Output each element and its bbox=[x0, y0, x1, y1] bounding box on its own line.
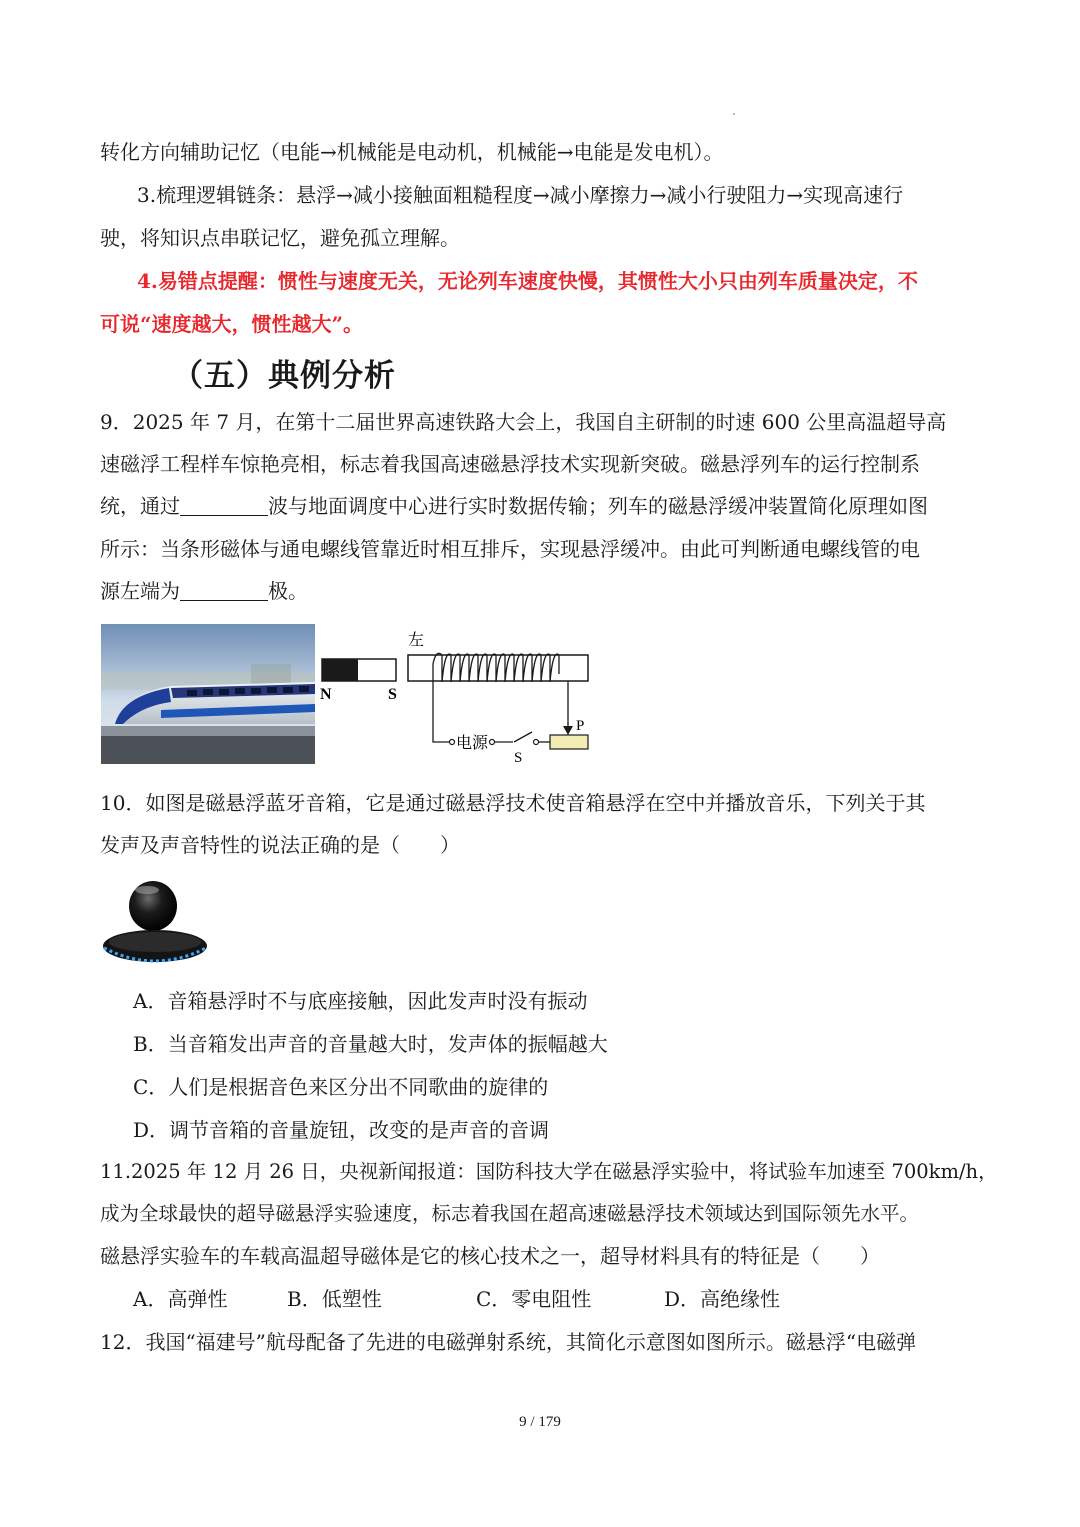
magnet-s-label: S bbox=[388, 686, 397, 703]
option-c[interactable]: C．人们是根据音色来区分出不同歌曲的旋律的 bbox=[133, 1075, 549, 1099]
warning-line: 可说“速度越大，惯性越大”。 bbox=[100, 312, 364, 336]
wire bbox=[433, 682, 450, 742]
terminal bbox=[490, 740, 495, 745]
option-d[interactable]: D．高绝缘性 bbox=[664, 1287, 781, 1311]
option-b[interactable]: B．低塑性 bbox=[287, 1287, 382, 1311]
option-a[interactable]: A．音箱悬浮时不与底座接触，因此发声时没有振动 bbox=[133, 989, 588, 1013]
rheostat bbox=[550, 735, 588, 749]
q11-line: 成为全球最快的超导磁悬浮实验速度，标志着我国在超高速磁悬浮技术领域达到国际领先水平。 bbox=[100, 1202, 920, 1225]
solenoid-circuit-diagram bbox=[318, 624, 598, 766]
warning-line: 4.易错点提醒：惯性与速度无关，无论列车速度快慢，其惯性大小只由列车质量决定，不 bbox=[137, 269, 918, 293]
switch-lever bbox=[514, 732, 532, 742]
left-label: 左 bbox=[408, 632, 425, 649]
answer-blank bbox=[180, 495, 268, 516]
q9-line bbox=[100, 492, 928, 520]
option-a[interactable]: A．高弹性 bbox=[133, 1287, 228, 1311]
option-b[interactable]: B．当音箱发出声音的音量越大时，发声体的振幅越大 bbox=[133, 1032, 608, 1056]
power-label: 电源 bbox=[456, 735, 489, 752]
q9-line: 9．2025 年 7 月，在第十二届世界高速铁路大会上，我国自主研制的时速 600 公里高温超导高 bbox=[100, 410, 947, 434]
option-c[interactable]: C．零电阻性 bbox=[476, 1287, 592, 1311]
section-title: （五）典例分析 bbox=[172, 358, 396, 394]
slider-label: P bbox=[576, 718, 585, 734]
q9-line: 所示：当条形磁体与通电螺线管靠近时相互排斥，实现悬浮缓冲。由此可判断通电螺线管的电 bbox=[100, 537, 920, 561]
solenoid-coil bbox=[433, 653, 559, 682]
text-line: 驶，将知识点串联记忆，避免孤立理解。 bbox=[100, 226, 460, 250]
q9-text: 极。 bbox=[268, 579, 308, 603]
q9-line: 速磁浮工程样车惊艳亮相，标志着我国高速磁悬浮技术实现新突破。磁悬浮列车的运行控制系 bbox=[100, 452, 920, 476]
q9-text: 统，通过 bbox=[100, 494, 180, 518]
q11-line: 11.2025 年 12 月 26 日，央视新闻报道：国防科技大学在磁悬浮实验中，将试验车加速至 700km/h， bbox=[100, 1160, 998, 1183]
switch-label: S bbox=[514, 750, 523, 766]
slider-arrow bbox=[563, 726, 573, 735]
q9-text: 源左端为 bbox=[100, 579, 180, 603]
terminal bbox=[534, 740, 539, 745]
q12-line: 12．我国“福建号”航母配备了先进的电磁弹射系统，其简化示意图如图所示。磁悬浮“电磁弹 bbox=[100, 1330, 917, 1354]
magnet-n-label: N bbox=[320, 686, 332, 703]
maglev-train-photo bbox=[101, 624, 315, 764]
q11-line: 磁悬浮实验车的车载高温超导磁体是它的核心技术之一，超导材料具有的特征是（ ） bbox=[100, 1244, 880, 1268]
scan-speck bbox=[733, 113, 735, 115]
terminal bbox=[450, 740, 455, 745]
levitating-speaker-image bbox=[101, 876, 211, 970]
magnet-north-half bbox=[322, 659, 358, 681]
q10-line: 10．如图是磁悬浮蓝牙音箱，它是通过磁悬浮技术使音箱悬浮在空中并播放音乐，下列关于其 bbox=[100, 791, 926, 815]
q9-line bbox=[100, 577, 308, 605]
text-line: 转化方向辅助记忆（电能→机械能是电动机，机械能→电能是发电机）。 bbox=[100, 140, 724, 164]
q10-line: 发声及声音特性的说法正确的是（ ） bbox=[100, 833, 460, 857]
q9-text: 波与地面调度中心进行实时数据传输；列车的磁悬浮缓冲装置简化原理如图 bbox=[268, 494, 928, 518]
text-line: 3.梳理逻辑链条：悬浮→减小接触面粗糙程度→减小摩擦力→减小行驶阻力→实现高速行 bbox=[137, 183, 904, 207]
option-d[interactable]: D．调节音箱的音量旋钮，改变的是声音的音调 bbox=[133, 1118, 550, 1142]
page-number: 9 / 179 bbox=[519, 1414, 561, 1430]
answer-blank bbox=[180, 580, 268, 601]
